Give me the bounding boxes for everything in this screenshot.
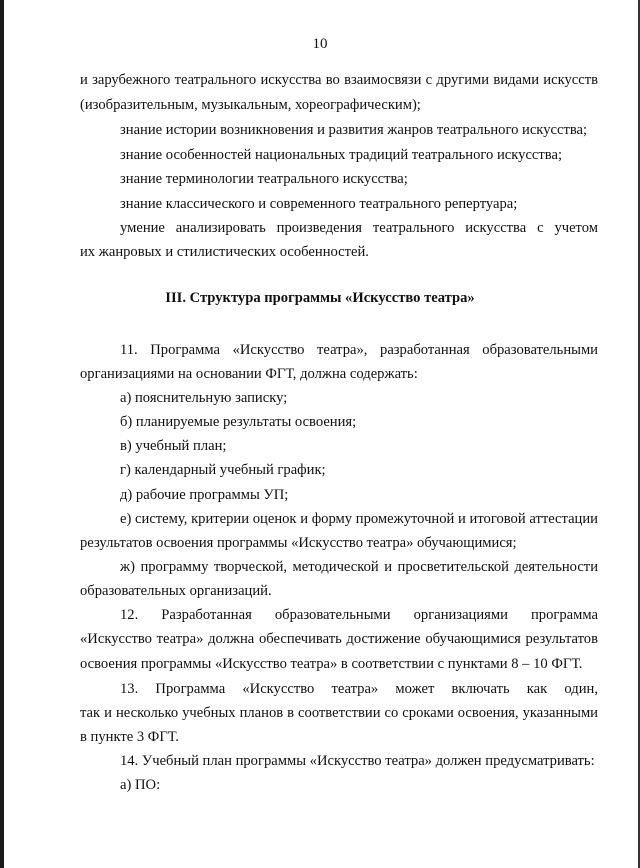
paragraph-line: «Искусство театра» должна обеспечивать достижение обучающимися результатов xyxy=(80,631,598,647)
list-item: ж) программу творческой, методической и просветительской деятельности xyxy=(120,559,598,575)
paragraph-line: 11. Программа «Искусство театра», разработанная образовательными xyxy=(120,342,598,358)
page-number: 10 xyxy=(312,36,328,52)
list-item: е) систему, критерии оценок и форму промежуточной и итоговой аттестации xyxy=(120,511,598,527)
paragraph-line: так и несколько учебных планов в соответствии со сроками освоения, указанными xyxy=(80,705,598,721)
paragraph-line: 13. Программа «Искусство театра» может включать как один, xyxy=(120,681,598,697)
list-item-continuation: результатов освоения программы «Искусство театра» обучающимися; xyxy=(80,535,517,551)
list-item: знание особенностей национальных традиций театрального искусства; xyxy=(120,147,563,163)
list-item: умение анализировать произведения театрального искусства с учетом xyxy=(120,220,598,236)
list-item: а) ПО: xyxy=(120,777,161,793)
list-item: б) планируемые результаты освоения; xyxy=(120,414,357,430)
paragraph-line: в пункте 3 ФГТ. xyxy=(80,729,179,745)
list-item: д) рабочие программы УП; xyxy=(120,487,289,503)
list-item: знание классического и современного театрального репертуара; xyxy=(120,196,518,212)
paragraph-line: организациями на основании ФГТ, должна содержать: xyxy=(80,366,418,382)
paragraph-line: освоения программы «Искусство театра» в соответствии с пунктами 8 – 10 ФГТ. xyxy=(80,656,583,672)
list-item-continuation: образовательных организаций. xyxy=(80,583,272,599)
text-line: и зарубежного театрального искусства во взаимосвязи с другими видами искусств xyxy=(80,72,598,88)
list-item: а) пояснительную записку; xyxy=(120,390,288,406)
paragraph-line: 14. Учебный план программы «Искусство театра» должен предусматривать: xyxy=(120,753,595,769)
list-item: знание истории возникновения и развития жанров театрального искусства; xyxy=(120,122,588,138)
paragraph-line: 12. Разработанная образовательными организациями программа xyxy=(120,607,598,623)
text-line: (изобразительным, музыкальным, хореографическим); xyxy=(80,97,421,113)
list-item: в) учебный план; xyxy=(120,438,227,454)
text-line: их жанровых и стилистических особенностей. xyxy=(80,244,369,260)
list-item: знание терминологии театрального искусства; xyxy=(120,171,408,187)
scan-edge-left xyxy=(0,0,4,868)
section-heading: III. Структура программы «Искусство театра» xyxy=(165,290,475,306)
list-item: г) календарный учебный график; xyxy=(120,462,326,478)
